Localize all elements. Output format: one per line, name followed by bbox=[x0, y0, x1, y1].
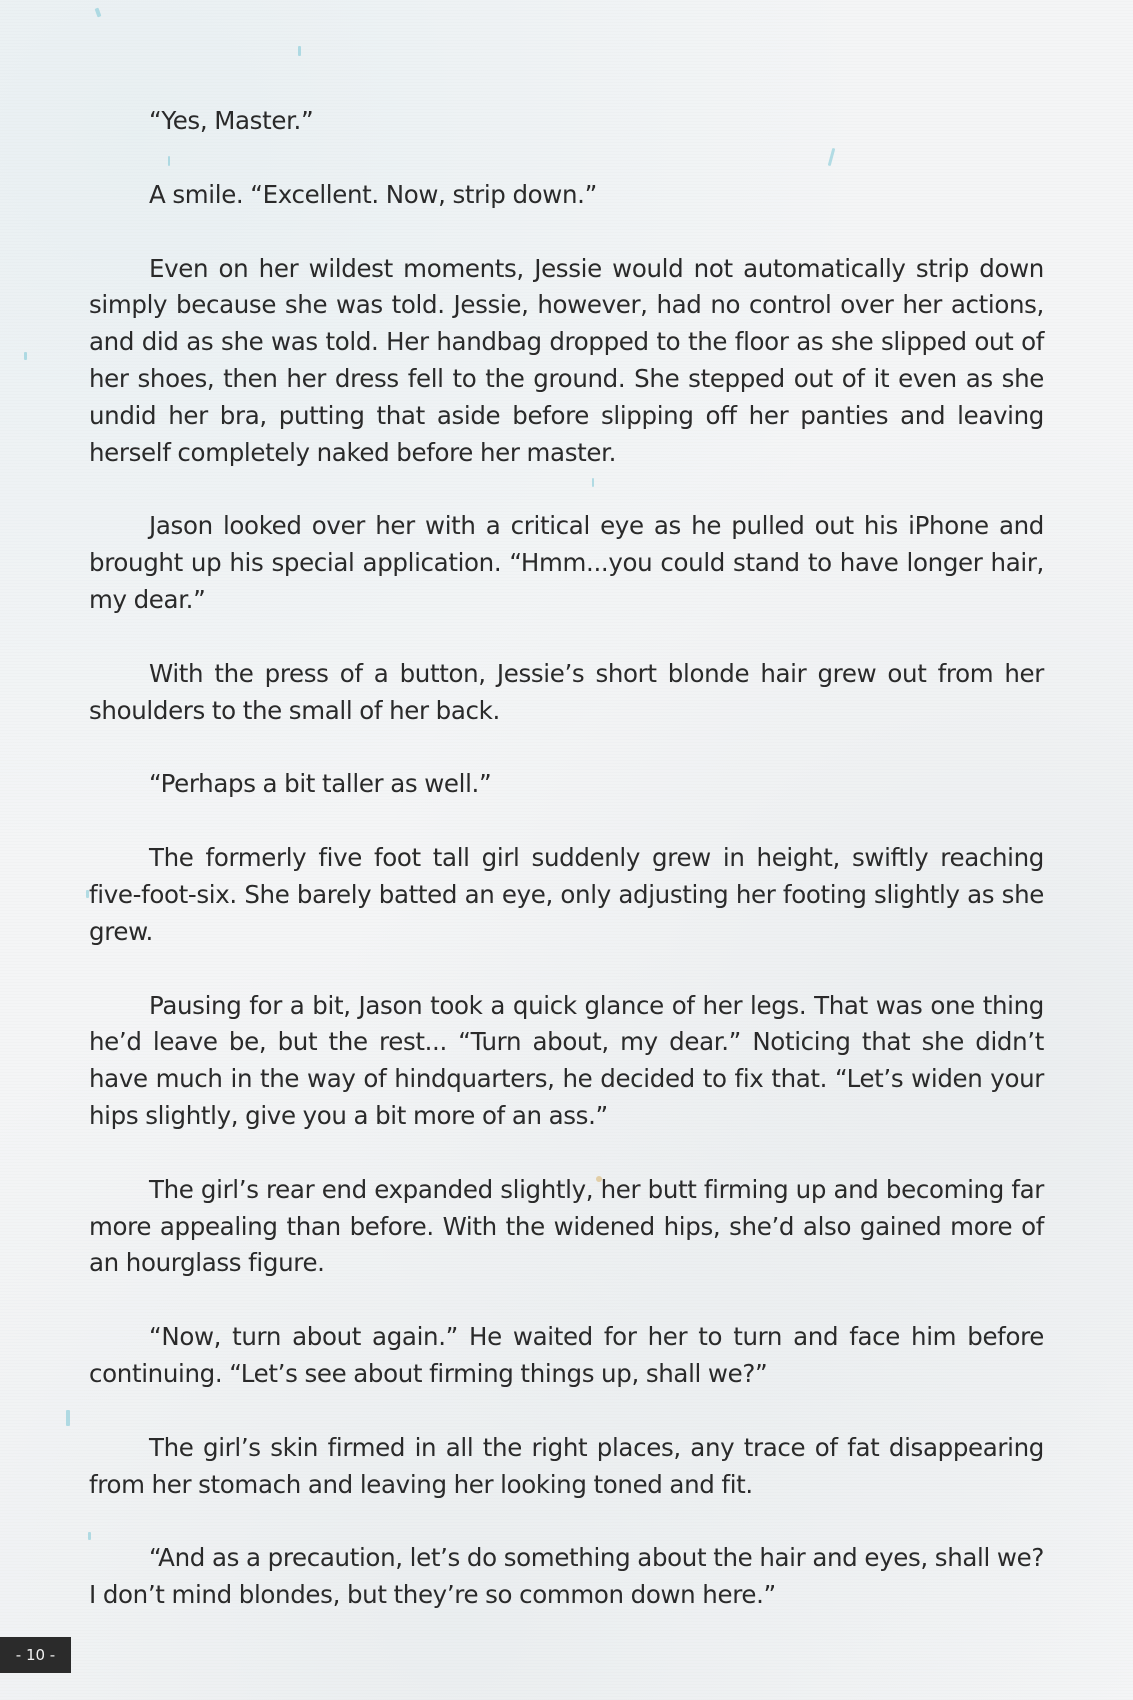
paragraph: Even on her wildest moments, Jessie would not automatically strip down simply because she was told. Jessie, however, had no control over her actions, and did as she was told. Her handbag dropped to the floor as she slipped out of her shoes, then her dress fell to the ground. She stepped out of it even as she undid her bra, putting that aside before slipping off her panties and leaving herself completely naked before her master. bbox=[89, 253, 1044, 467]
paragraph: The girl’s skin firmed in all the right places, any trace of fat disappearing from her stomach and leaving her looking toned and fit. bbox=[89, 1432, 1044, 1499]
page-number: - 10 - bbox=[0, 1637, 71, 1673]
paper-speck bbox=[66, 1410, 70, 1426]
body-text bbox=[89, 103, 1044, 1614]
paragraph: A smile. “Excellent. Now, strip down.” bbox=[149, 179, 597, 209]
paragraph: “Perhaps a bit taller as well.” bbox=[149, 769, 492, 799]
paper-speck bbox=[24, 352, 27, 360]
paragraph: “And as a precaution, let’s do something about the hair and eyes, shall we? I don’t mind blondes, but they’re so common down here.” bbox=[89, 1543, 1044, 1610]
paper-speck bbox=[95, 8, 102, 18]
paragraph: Pausing for a bit, Jason took a quick glance of her legs. That was one thing he’d leave be, but the rest... “Turn about, my dear.” Noticing that she didn’t have much in the way of hindquarters, he decided to fix that. “Let’s widen your hips slightly, give you a bit more of an ass.” bbox=[89, 990, 1044, 1130]
paragraph: “Now, turn about again.” He waited for her to turn and face him before continuing. “Let’s see about firming things up, shall we?” bbox=[89, 1322, 1044, 1388]
paragraph: With the press of a button, Jessie’s short blonde hair grew out from her shoulders to the small of her back. bbox=[89, 658, 1044, 725]
paragraph: “Yes, Master.” bbox=[149, 106, 314, 135]
paragraph: The formerly five foot tall girl suddenly grew in height, swiftly reaching five-foot-six. She barely batted an eye, only adjusting her footing slightly as she grew. bbox=[89, 843, 1044, 946]
paragraph: Jason looked over her with a critical eye as he pulled out his iPhone and brought up his special application. “Hmm...you could stand to have longer hair, my dear.” bbox=[89, 511, 1044, 614]
paragraph: The girl’s rear end expanded slightly, her butt firming up and becoming far more appealing than before. With the widened hips, she’d also gained more of an hourglass figure. bbox=[89, 1174, 1044, 1278]
paper-speck bbox=[298, 46, 301, 56]
